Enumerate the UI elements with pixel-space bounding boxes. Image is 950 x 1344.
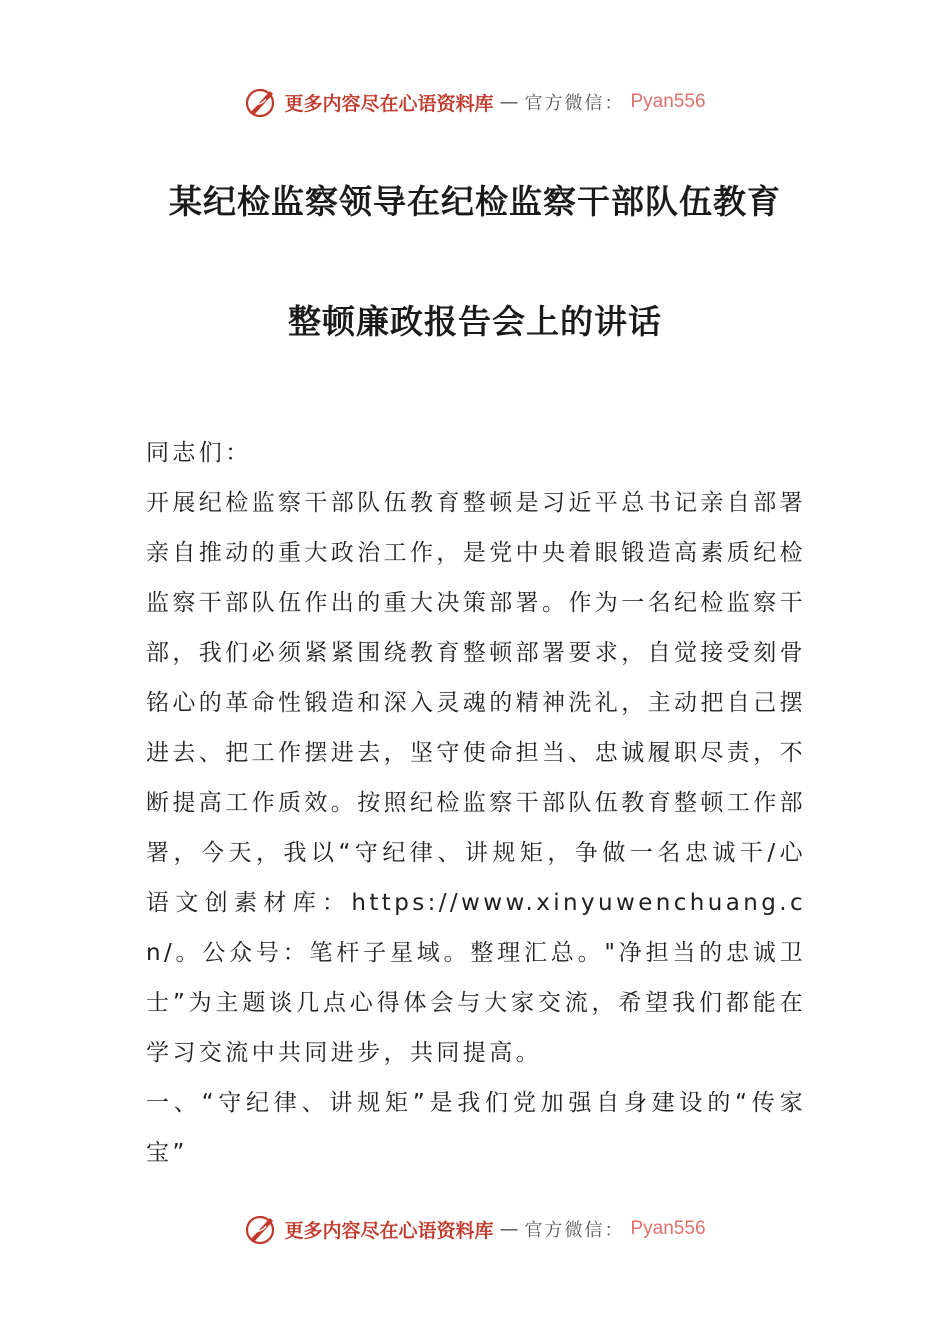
- watermark-text: 更多内容尽在心语资料库: [284, 1219, 494, 1242]
- watermark-wechat-id: Pyan556: [630, 91, 706, 112]
- greeting: 同志们：: [146, 440, 252, 466]
- document-title-line-2: 整顿廉政报告会上的讲话: [288, 302, 662, 341]
- quill-pen-logo-icon: [244, 1212, 278, 1246]
- footer-watermark: [0, 1209, 950, 1249]
- body-paragraph: 开展纪检监察干部队伍教育整顿是习近平总书记亲自部署亲自推动的重大政治工作，是党中央着眼锻造高素质纪检监察干部队伍作出的重大决策部署。作为一名纪检监察干部，我们必须紧紧围绕教育整顿部署要求，自觉接受刻骨铭心的革命性锻造和深入灵魂的精神洗礼，主动把自己摆进去、把工作摆进去，坚守使命担当、忠诚履职尽责，不断提高工作质效。按照纪检监察干部队伍教育整顿工作部署，今天，我以“守纪律、讲规矩，争做一名忠诚干/心语文创素材库：https://www.xinyuwenchuang.cn/。公众号：笔杆子星域。整理汇总。"净担当的忠诚卫士”为主题谈几点心得体会与大家交流，希望我们都能在学习交流中共同进步，共同提高。: [146, 490, 806, 1066]
- document-body: [146, 428, 806, 1178]
- quill-pen-logo-icon: [244, 85, 278, 119]
- watermark-wechat-id: Pyan556: [630, 1218, 706, 1239]
- document-title-line-1: 某纪检监察领导在纪检监察干部队伍教育: [169, 182, 781, 221]
- watermark-official-label: 官方微信：: [524, 93, 625, 114]
- watermark-dash: —: [499, 1218, 519, 1240]
- section-heading: 一、“守纪律、讲规矩”是我们党加强自身建设的“传家宝”: [146, 1090, 806, 1166]
- watermark-dash: —: [499, 91, 519, 113]
- watermark-text: 更多内容尽在心语资料库: [284, 92, 494, 115]
- watermark-official-label: 官方微信：: [524, 1220, 625, 1241]
- header-watermark: [0, 82, 950, 122]
